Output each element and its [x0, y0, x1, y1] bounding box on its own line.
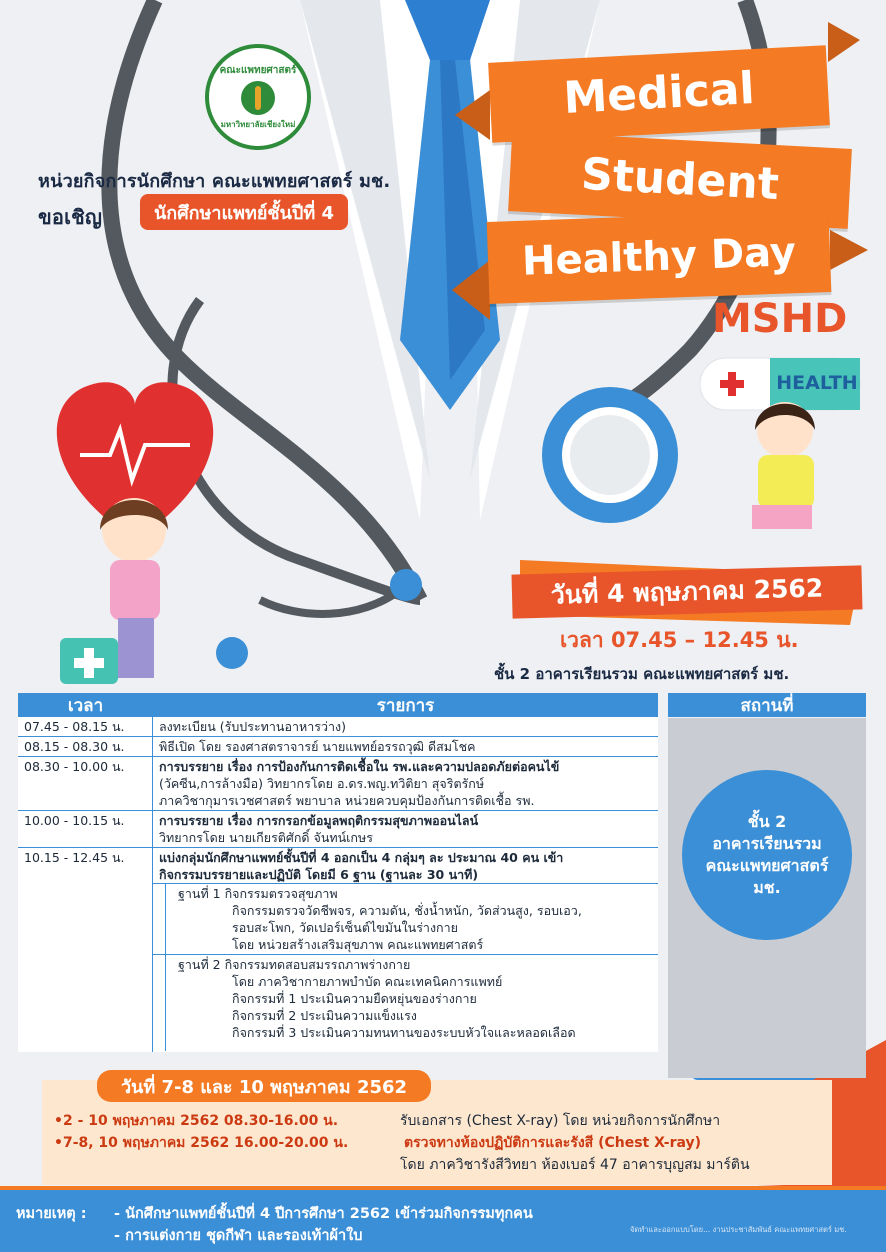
title-acronym: MSHD [712, 296, 848, 342]
header-location: สถานที่ [668, 693, 866, 717]
logo-emblem-icon [241, 81, 275, 115]
row-item: ลงทะเบียน (รับประทานอาหารว่าง) [153, 717, 658, 736]
xray-line-3-right: โดย ภาควิชารังสีวิทยา ห้องเบอร์ 47 อาคารบุญสม มาร์ติน [400, 1157, 750, 1173]
station-1: ฐานที่ 1 กิจกรรมตรวจสุขภาพ กิจกรรมตรวจวัดชีพจร, ความดัน, ชั่งน้ำหนัก, วัดส่วนสูง, รอบเอว, รอบสะโพก, วัดเปอร์เซ็นต์ไขมันในร่างกาย โดย หน่วยสร้างเสริมสุขภาพ คณะแพทยศาสตร์ [153, 883, 658, 954]
event-date: วันที่ 4 พฤษภาคม 2562 [511, 565, 862, 618]
row-time: 07.45 - 08.15 น. [18, 717, 153, 736]
row-item: การบรรยาย เรื่อง การกรอกข้อมูลพฤติกรรมสุขภาพออนไลน์ วิทยากรโดย นายเกียรติศักดิ์ จันทน์เกษร [153, 811, 658, 847]
xray-date-badge: วันที่ 7-8 และ 10 พฤษภาคม 2562 [97, 1070, 431, 1102]
row-time: 08.15 - 08.30 น. [18, 737, 153, 756]
xray-line-2-left: •7-8, 10 พฤษภาคม 2562 16.00-20.00 น. [54, 1135, 349, 1151]
row-item: พิธีเปิด โดย รองศาสตราจารย์ นายแพทย์อรรถวุฒิ ดีสมโชค [153, 737, 658, 756]
invite-prefix: ขอเชิญ [38, 205, 103, 229]
logo-text-top: คณะแพทยศาสตร์ [219, 65, 297, 76]
title-line-student: Student [508, 131, 852, 229]
xray-line-2-right: ตรวจทางห้องปฏิบัติการและรังสี (Chest X-ray) [404, 1135, 702, 1151]
health-sign-text: HEALTH [776, 372, 858, 394]
row-time: 10.15 - 12.45 น. [18, 848, 153, 1052]
row-time: 08.30 - 10.00 น. [18, 757, 153, 810]
station-2: ฐานที่ 2 กิจกรรมทดสอบสมรรถภาพร่างกาย โดย ภาควิชากายภาพบำบัด คณะเทคนิคการแพทย์ กิจกรรมที่ 1 ประเมินความยืดหยุ่นของร่างกาย กิจกรรมที่ 2 ประเมินความแข็งแรง กิจกรรมที่ 3 ประเมินความทนทานของระบบหัวใจและหลอดเลือด [153, 954, 658, 1051]
table-row [18, 811, 658, 848]
table-row [18, 737, 658, 757]
schedule-table [18, 693, 658, 1052]
row-item: การบรรยาย เรื่อง การป้องกันการติดเชื้อใน รพ.และความปลอดภัยต่อคนไข้ (วัคซีน,การล้างมือ) วิทยากรโดย อ.ดร.พญ.ทวิติยา สุจริตรักษ์ ภาควิชากุมารเวชศาสตร์ พยาบาล หน่วยควบคุมป้องกันการติดเชื้อ รพ. [153, 757, 658, 810]
title-line-medical: Medical [488, 45, 830, 143]
xray-line-1-right: รับเอกสาร (Chest X-ray) โดย หน่วยกิจการนักศึกษา [400, 1113, 721, 1129]
table-row [18, 848, 658, 1052]
table-row [18, 757, 658, 811]
table-row [18, 717, 658, 737]
header-item: รายการ [376, 695, 435, 716]
event-place: ชั้น 2 อาคารเรียนรวม คณะแพทยศาสตร์ มช. [494, 665, 790, 683]
faculty-logo [205, 44, 311, 150]
notes-label: หมายเหตุ : [16, 1206, 87, 1222]
row-time: 10.00 - 10.15 น. [18, 811, 153, 847]
organizer-text: หน่วยกิจการนักศึกษา คณะแพทยศาสตร์ มช. [38, 171, 391, 192]
table-header [18, 693, 658, 717]
notes-section [0, 1190, 886, 1252]
xray-line-1-left: •2 - 10 พฤษภาคม 2562 08.30-16.00 น. [54, 1113, 339, 1129]
event-time: เวลา 07.45 – 12.45 น. [560, 628, 799, 652]
title-line-healthy-day: Healthy Day [487, 210, 832, 304]
header-time: เวลา [67, 695, 104, 716]
logo-text-bottom: มหาวิทยาลัยเชียงใหม่ [220, 120, 296, 129]
invite-target-badge: นักศึกษาแพทย์ชั้นปีที่ 4 [140, 194, 348, 230]
location-badge: ชั้น 2 อาคารเรียนรวม คณะแพทยศาสตร์ มช. [682, 770, 852, 940]
note-item: - การแต่งกาย ชุดกีฬา และรองเท้าผ้าใบ [114, 1228, 363, 1244]
design-credit: จัดทำและออกแบบโดย... งานประชาสัมพันธ์ คณะแพทยศาสตร์ มช. [630, 1225, 847, 1234]
note-item: - นักศึกษาแพทย์ชั้นปีที่ 4 ปีการศึกษา 2562 เข้าร่วมกิจกรรมทุกคน [114, 1206, 533, 1222]
row-item: แบ่งกลุ่มนักศึกษาแพทย์ชั้นปีที่ 4 ออกเป็น 4 กลุ่มๆ ละ ประมาณ 40 คน เข้า กิจกรรมบรรยายและปฏิบัติ โดยมี 6 ฐาน (ฐานละ 30 นาที) ฐานที่ 1 กิจกรรมตรวจสุขภาพ กิจกรรมตรวจวัดชีพจร, ความดัน, ชั่งน้ำหนัก, วัดส่วนสูง, รอบเอว, รอบสะโพก, วัดเปอร์เซ็นต์ไขมันในร่างกาย โดย หน่วยสร้างเสริมสุขภาพ คณะแพทยศาสตร์ ฐานที่ 2 กิจกรรมทดสอบสมรรถภาพร่างกาย โดย ภาควิชากายภาพบำบัด คณะเทคนิคการแพทย์ กิจกรรมที่ 1 ประเมินความยืดหยุ่นของร่างกาย กิจกรรมที่ 2 ประเมินความแข็งแรง กิจกรรมที่ 3 ประเมินความทนทานของระบบหัวใจและหลอดเลือด [153, 848, 658, 1052]
